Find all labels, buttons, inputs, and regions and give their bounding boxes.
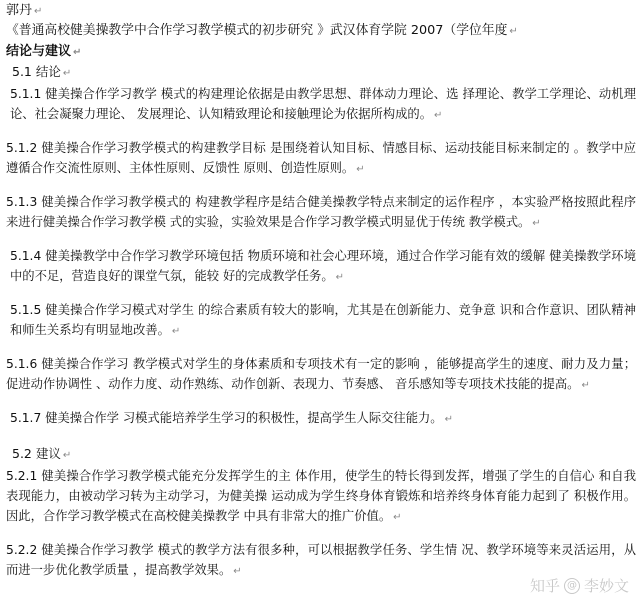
zhihu-watermark bbox=[530, 575, 629, 596]
document-body bbox=[6, 2, 636, 582]
paragraph-5-1-7: 5.1.7 健美操合作学 习模式能培养学生学习的积极性，提高学生人际交往能力。 ↵ bbox=[10, 411, 453, 425]
source-title: 《普通高校健美操教学中合作学习教学模式的初步研究 》武汉体育学院 2007（学位年度 ↵ bbox=[6, 23, 518, 38]
paragraph-5-1-3: 5.1.3 健美操合作学习教学模式的 构建教学程序是结合健美操教学特点来制定的运作程序 ，本实验严格按照此程序来进行健美操合作学习教学模 式的实验，实验效果是合作学习教学模式明显优于传统 教学模式。 ↵ bbox=[6, 195, 636, 229]
author-name: 郭丹 ↵ bbox=[6, 3, 43, 18]
paragraph-5-1-5: 5.1.5 健美操合作学习模式对学生 的综合素质有较大的影响，尤其是在创新能力、竞争意 识和合作意识、团队精神和师生关系均有明显地改善。 ↵ bbox=[10, 303, 636, 337]
paragraph-5-1-1: 5.1.1 健美操合作学习教学 模式的构建理论依据是由教学思想、群体动力理论、选 择理论、教学工学理论、动机理论、社会凝聚力理论、 发展理论、认知精致理论和接触理论为依据所构成的。 ↵ bbox=[10, 87, 636, 121]
paragraph-5-1-6: 5.1.6 健美操合作学习 教学模式对学生的身体素质和专项技术有一定的影响 ，能够提高学生的速度、耐力及力量；促进动作协调性 、动作力度、动作熟练、动作创新、表现力、节奏感、 音乐感知等专项技术技能的提高。 ↵ bbox=[6, 357, 636, 391]
paragraph-5-1-2: 5.1.2 健美操合作学习教学模式的构建教学目标 是围绕着认知目标、情感目标、运动技能目标来制定的 。教学中应遵循合作交流性原则、主体性原则、反馈性 原则、创造性原则。 ↵ bbox=[6, 141, 636, 175]
section-heading: 结论与建议 ↵ bbox=[6, 44, 82, 59]
subsection-conclusion: 5.1 结论 ↵ bbox=[12, 64, 72, 79]
paragraph-5-2-2: 5.2.2 健美操合作学习教学 模式的教学方法有很多种，可以根据教学任务、学生情 况、教学环境等来灵活运用，从而进一步优化教学质量 ，提高教学效果。 ↵ bbox=[6, 543, 636, 577]
paragraph-5-1-4: 5.1.4 健美操教学中合作学习教学环境包括 物质环境和社会心理环境，通过合作学习能有效的缓解 健美操教学环境中的不足，营造良好的课堂气氛，能较 好的完成教学任务。 ↵ bbox=[10, 249, 636, 283]
paragraph-5-2-1: 5.2.1 健美操合作学习教学模式能充分发挥学生的主 体作用，使学生的特长得到发挥，增强了学生的自信心 和自我表现能力，由被动学习转为主动学习，为健美操 运动成为学生终身体育锻炼和培养终身体育能力起到了 积极作用。因此，合作学习教学模式在高校健美操教学 中具有非常大的推广价值。 ↵ bbox=[6, 469, 636, 523]
subsection-suggestion: 5.2 建议 ↵ bbox=[12, 446, 72, 461]
watermark-site: 知乎 bbox=[529, 577, 560, 595]
watermark-user: 李妙文 bbox=[583, 577, 629, 595]
at-icon: @ bbox=[564, 578, 580, 594]
